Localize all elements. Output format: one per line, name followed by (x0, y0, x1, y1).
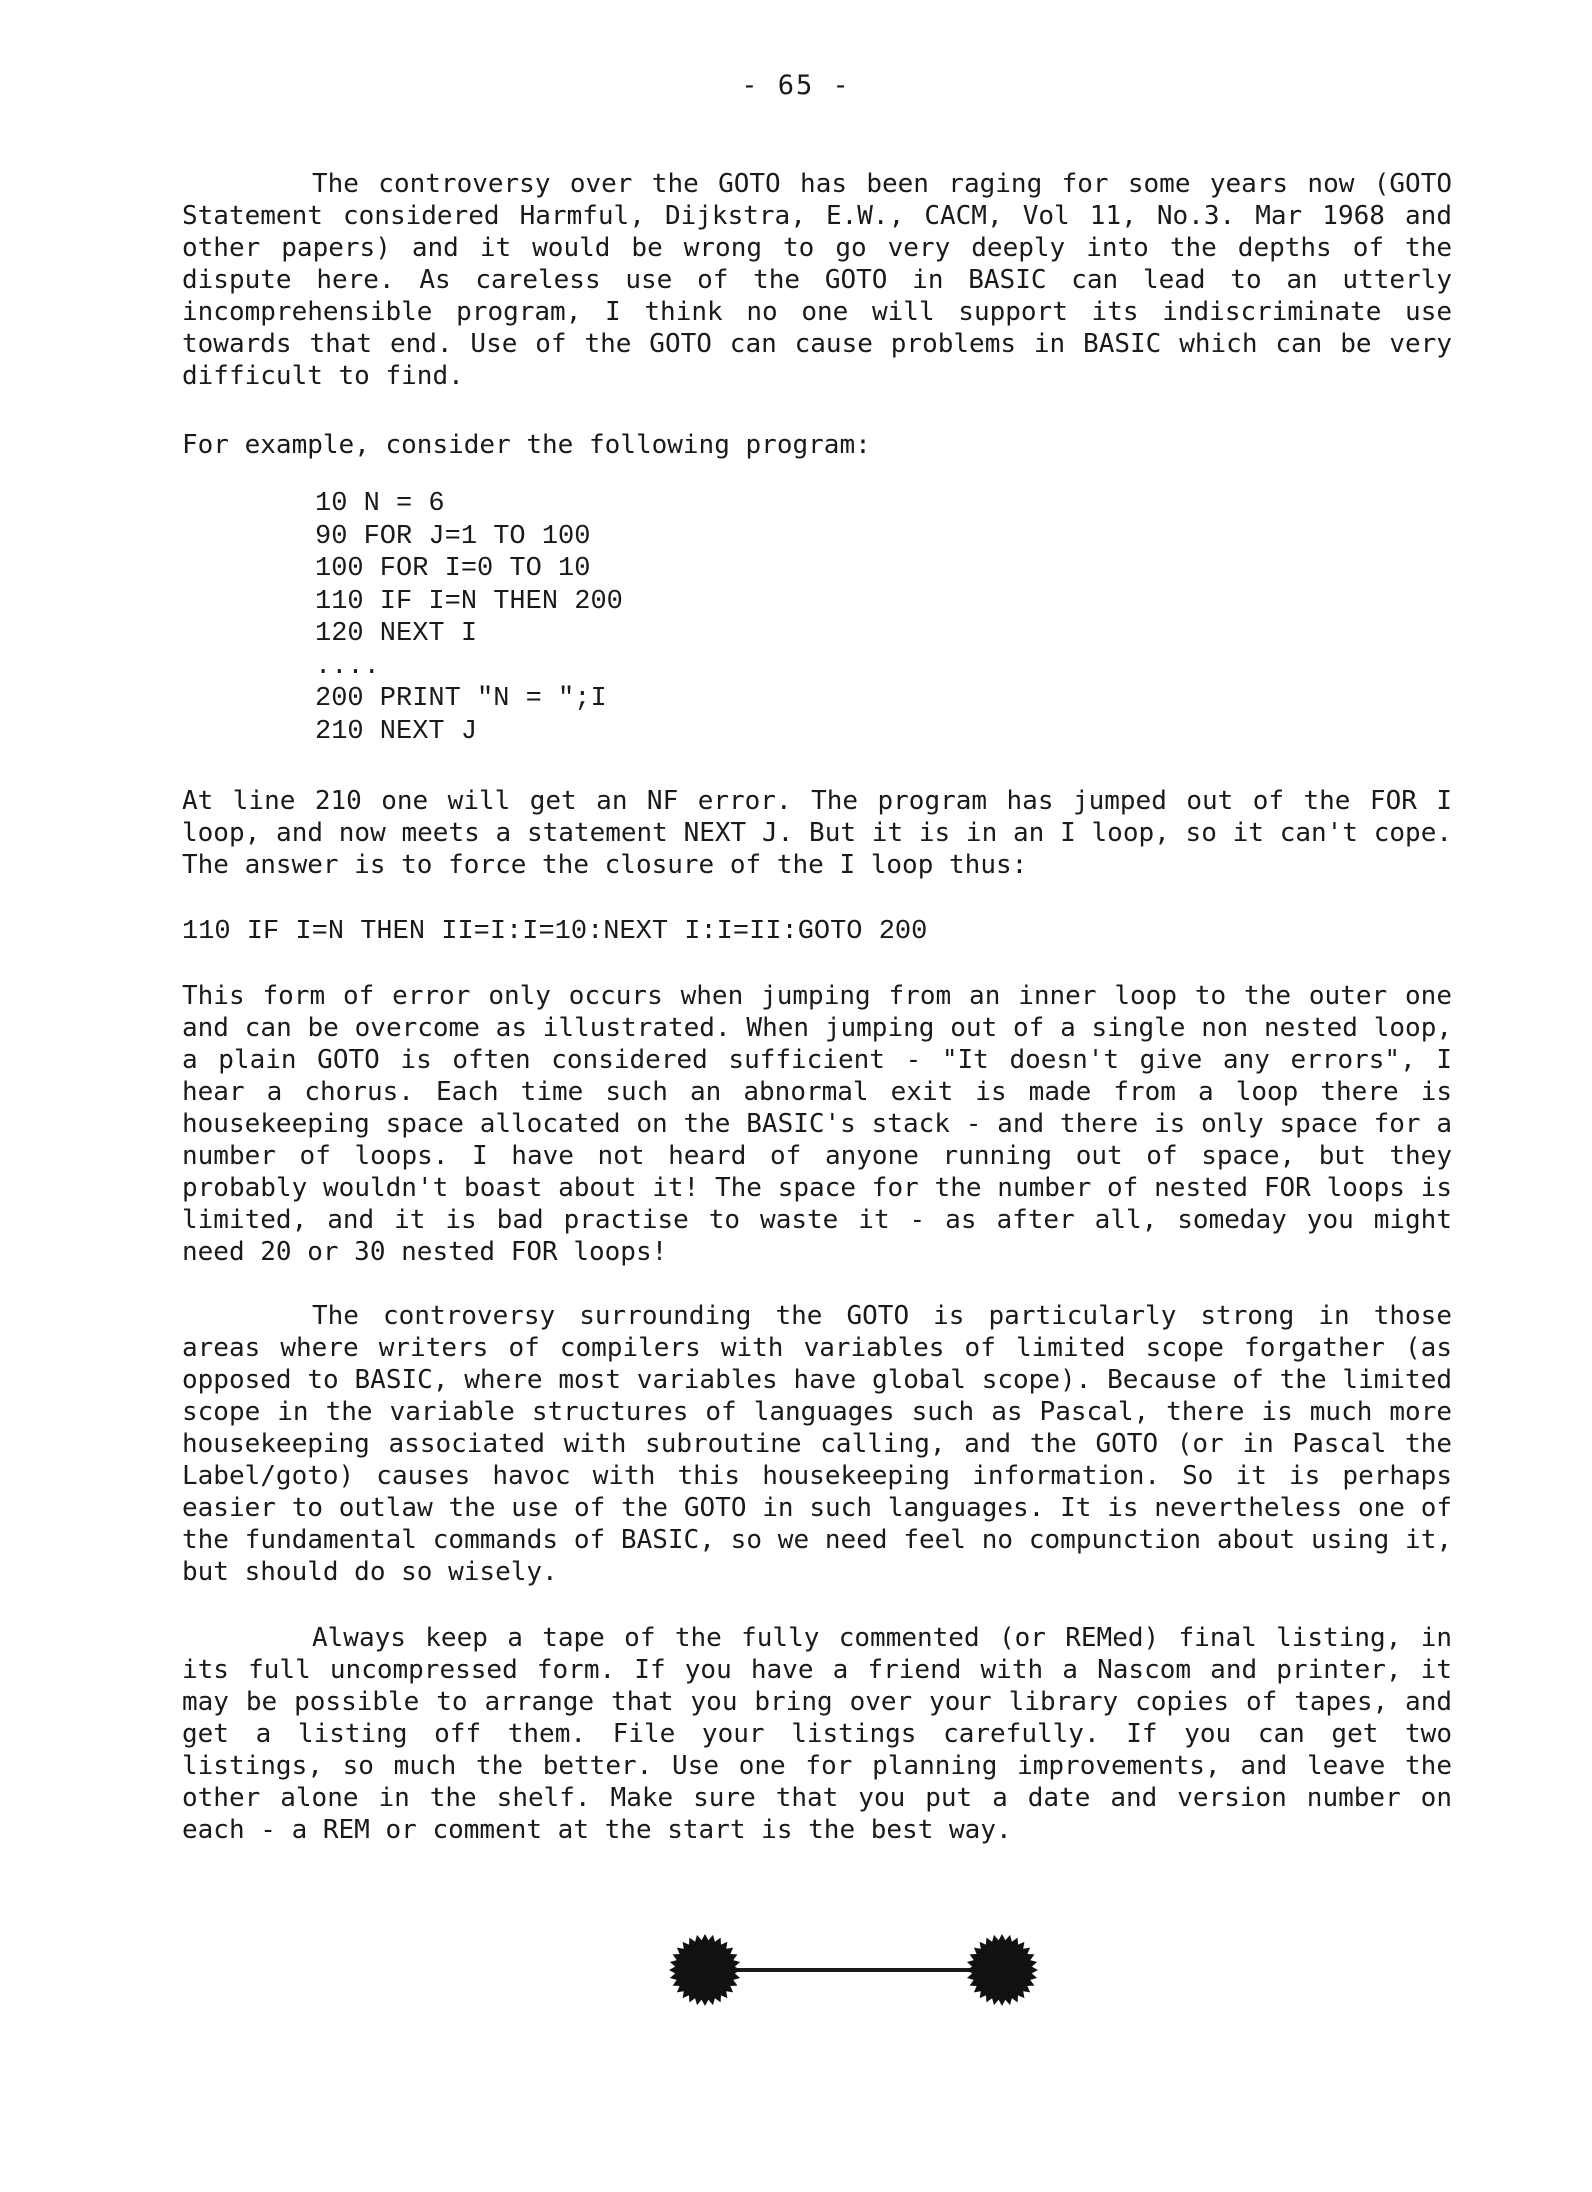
paragraph-keep-tape: Always keep a tape of the fully commented (or REMed) final listing, in its full uncompressed form. If you have a friend with a Nascom and printer, it may be possible to arrange that you bring over your library copies of tapes, and get a listing off them. File your listings carefully. If you can get two listings, so much the better. Use one for planning improvements, and leave the other alone in the shelf. Make sure that you put a date and version number on each - a REM or comment at the start is the best way. (182, 1623, 1452, 1845)
code-line: 210 NEXT J (315, 716, 478, 747)
code-line: 90 FOR J=1 TO 100 (315, 521, 591, 552)
paragraph-goto-scope: The controversy surrounding the GOTO is particularly strong in those areas where writers of compilers with variables of limited scope forgather (as opposed to BASIC, where most variables have global scope). Because of the limited scope in the variable structures of languages such as Pascal, there is much more housekeeping associated with subroutine calling, and the GOTO (or in Pascal the Label/goto) causes havoc with this housekeeping information. So it is perhaps easier to outlaw the use of the GOTO in such languages. It is nevertheless one of the fundamental commands of BASIC, so we need feel no compunction about using it, but should do so wisely. (182, 1301, 1452, 1587)
code-line: 110 IF I=N THEN 200 (315, 586, 623, 617)
paragraph-example-intro: For example, consider the following program: (182, 430, 871, 460)
code-line: 100 FOR I=0 TO 10 (315, 554, 591, 584)
code-listing (315, 488, 623, 748)
code-line: 10 N = 6 (315, 489, 445, 519)
paragraph-error-form: This form of error only occurs when jumping from an inner loop to the outer one and can be overcome as illustrated. When jumping out of a single non nested loop, a plain GOTO is often considered sufficient - "It doesn't give any errors", I hear a chorus. Each time such an abnormal exit is made from a loop there is housekeeping space allocated on the BASIC's stack - and there is only space for a number of loops. I have not heard of anyone running out of space, but they probably wouldn't boast about it! The space for the number of nested FOR loops is limited, and it is bad practise to waste it - as after all, someday you might need 20 or 30 nested FOR loops! (182, 981, 1452, 1267)
end-ornament (660, 1920, 1050, 2030)
paragraph-nf-error: At line 210 one will get an NF error. The program has jumped out of the FOR I loop, and now meets a statement NEXT J. But it is in an I loop, so it can't cope. The answer is to force the closure of the I loop thus: (182, 786, 1452, 880)
code-line: 200 PRINT "N = ";I (315, 684, 607, 714)
ornament-left-burst (669, 1934, 741, 2006)
fix-code-line: 110 IF I=N THEN II=I:I=10:NEXT I:I=II:GOTO 200 (182, 917, 928, 947)
page-number: - 65 - (741, 70, 851, 101)
ornament-right-burst (966, 1934, 1038, 2006)
paragraph-goto-controversy: The controversy over the GOTO has been raging for some years now (GOTO Statement considered Harmful, Dijkstra, E.W., CACM, Vol 11, No.3. Mar 1968 and other papers) and it would be wrong to go very deeply into the depths of the dispute here. As careless use of the GOTO in BASIC can lead to an utterly incomprehensible program, I think no one will support its indiscriminate use towards that end. Use of the GOTO can cause problems in BASIC which can be very difficult to find. (182, 169, 1452, 391)
code-line: .... (315, 651, 380, 682)
code-line: 120 NEXT I (315, 619, 478, 649)
